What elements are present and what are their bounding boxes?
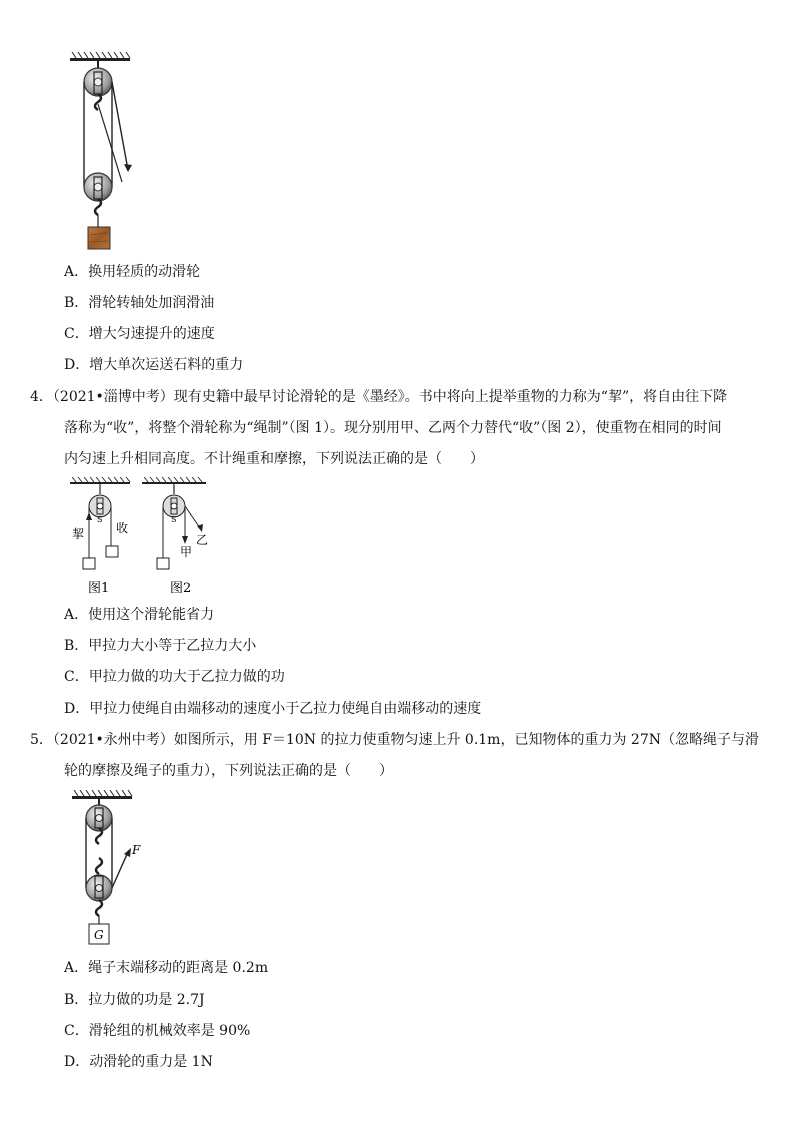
q5-option-b: B．拉力做的功是 2.7J — [64, 992, 205, 1008]
q4-label-qie: 挈 — [72, 527, 85, 541]
svg-text:S: S — [171, 515, 177, 524]
q4-figure — [66, 476, 216, 600]
q4-option-c: C．甲拉力做的功大于乙拉力做的功 — [64, 669, 285, 685]
q5-label-f: F — [132, 843, 141, 857]
q4-label-yi: 乙 — [196, 533, 209, 547]
q3-option-d: D．增大单次运送石料的重力 — [64, 357, 244, 373]
q5-label-g: G — [94, 928, 104, 942]
q4-label-shou: 收 — [116, 521, 129, 535]
q3-option-c: C．增大匀速提升的速度 — [64, 326, 215, 342]
q4-option-d: D．甲拉力使绳自由端移动的速度小于乙拉力使绳自由端移动的速度 — [64, 701, 482, 717]
q5-option-d: D．动滑轮的重力是 1N — [64, 1054, 213, 1070]
q5-pulley-figure — [66, 790, 166, 950]
q5-stem-line-1: 5．（2021•永州中考）如图所示，用 F＝10N 的拉力使重物匀速上升 0.1m，已知物体的重力为 27N（忽略绳子与滑 — [30, 732, 759, 748]
q3-pulley-figure — [60, 52, 150, 252]
q4-option-a: A．使用这个滑轮能省力 — [64, 607, 215, 623]
q4-stem-line-1: 4．（2021•淄博中考）现有史籍中最早讨论滑轮的是《墨经》。书中将向上提举重物的力称为“挈”，将自由往下降 — [30, 389, 728, 405]
q4-option-b: B．甲拉力大小等于乙拉力大小 — [64, 638, 257, 654]
q5-option-a: A．绳子末端移动的距离是 0.2m — [64, 960, 269, 976]
q4-stem-line-2: 落称为“收”，将整个滑轮称为“绳制”（图 1）。现分别用甲、乙两个力替代“收”（图 2），使重物在相同的时间 — [64, 420, 722, 436]
q4-caption-2: 图2 — [170, 581, 192, 596]
q5-option-c: C．滑轮组的机械效率是 90% — [64, 1023, 251, 1039]
q5-stem-line-2: 轮的摩擦及绳子的重力），下列说法正确的是（ ） — [64, 763, 393, 779]
q4-caption-1: 图1 — [88, 581, 110, 596]
q3-option-b: B．滑轮转轴处加润滑油 — [64, 295, 215, 311]
q4-label-jia: 甲 — [180, 545, 193, 559]
q3-option-a: A．换用轻质的动滑轮 — [64, 264, 201, 280]
q4-stem-line-3: 内匀速上升相同高度。不计绳重和摩擦，下列说法正确的是（ ） — [64, 451, 484, 467]
svg-text:S: S — [97, 515, 103, 524]
